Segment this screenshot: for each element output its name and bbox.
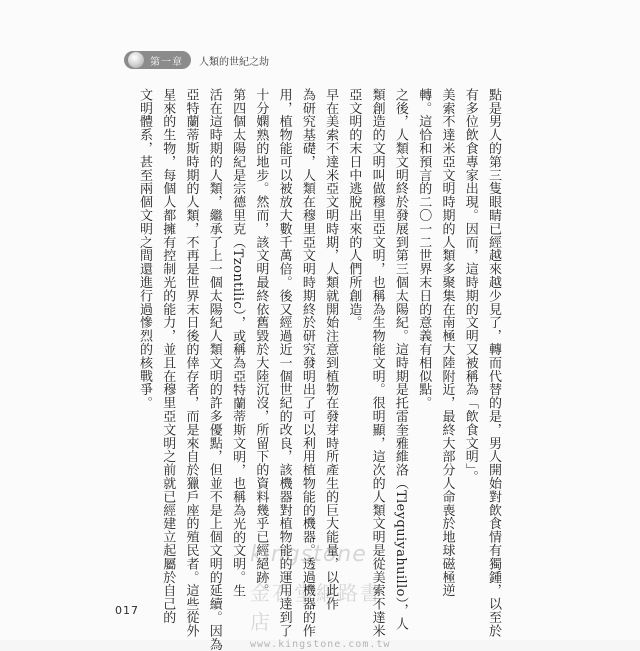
chapter-header (124, 49, 269, 71)
text-column: 亞文明的末日中逃脫出來的人們所創造。 (346, 88, 362, 330)
text-column: 轉。這恰和預言的二〇一二世界末日的意義有相似點。 (416, 88, 432, 410)
store-watermark (250, 542, 400, 650)
chapter-circle-icon (128, 52, 144, 68)
watermark-url: www.kingstone.com.tw (250, 639, 391, 650)
text-column: 之後，人類文明終於發展到第三個太陽紀。這時期是托雷奎雅維洛（Tleyquiyahuillo），人 (392, 88, 408, 631)
text-column: 亞特蘭蒂斯時期的人類，不再是世界末日後的倖存者，而是來自於獵戶座的殖民者。這些從外 (183, 88, 199, 638)
chapter-title: 人類的世紀之劫 (199, 56, 269, 68)
watermark-logo: kingstone (250, 542, 367, 567)
watermark-store-name: 金石堂網路書店 (250, 581, 382, 634)
text-column: 文明體系，甚至兩個文明之間還進行過慘烈的核戰爭。 (137, 88, 152, 410)
chapter-label: 第一章 (150, 56, 183, 68)
page-number: 017 (115, 604, 139, 617)
text-column: 早在美索不達米亞文明時期，人類就開始注意到植物在發芽時所產生的巨大能量，以此作 (323, 88, 339, 611)
text-column: 美索不達米亞文明時期的人類多聚集在南極大陸附近，最終大部分人命喪於地球磁極逆 (439, 88, 455, 598)
text-column: 活在這時期的人類，繼承了上一個太陽紀人類文明的許多優點，但並不是上個文明的延續。因為 (206, 88, 222, 651)
text-column: 十分嫻熟的地步。然而，該文明最終依舊毀於大陸沉沒，所留下的資料幾乎已經絕跡。 (253, 88, 269, 598)
text-column: 星來的生物，每個人都擁有控制光的能力，並且在穆里亞文明之前就已經建立起屬於自己的 (160, 88, 176, 624)
text-column: 用，植物能可以被放大數千萬倍。後又經過近一個世紀的改良，該機器對植物能的運用達到了 (276, 88, 292, 638)
text-column: 類創造的文明叫做穆里亞文明，也稱為生物能文明。很明顯，這次的人類文明是從美索不達米 (369, 88, 385, 638)
text-column: 為研究基礎，人類在穆里亞文明時期終於研究發明出了可以利用植物能的機器。透過機器的作 (299, 88, 315, 638)
text-column: 點是男人的第三隻眼睛已經越來越少見了，轉而代替的是，男人開始對飲食情有獨鍾，以至於 (485, 88, 501, 638)
chapter-badge (124, 51, 191, 69)
text-column: 第四個太陽紀是宗德里克（Tzontilic），或稱為亞特蘭蒂斯文明，也稱為光的文明。生 (230, 88, 246, 598)
text-column: 有多位飲食專家出現。因而，這時期的文明又被稱為「飲食文明」。 (462, 88, 478, 484)
